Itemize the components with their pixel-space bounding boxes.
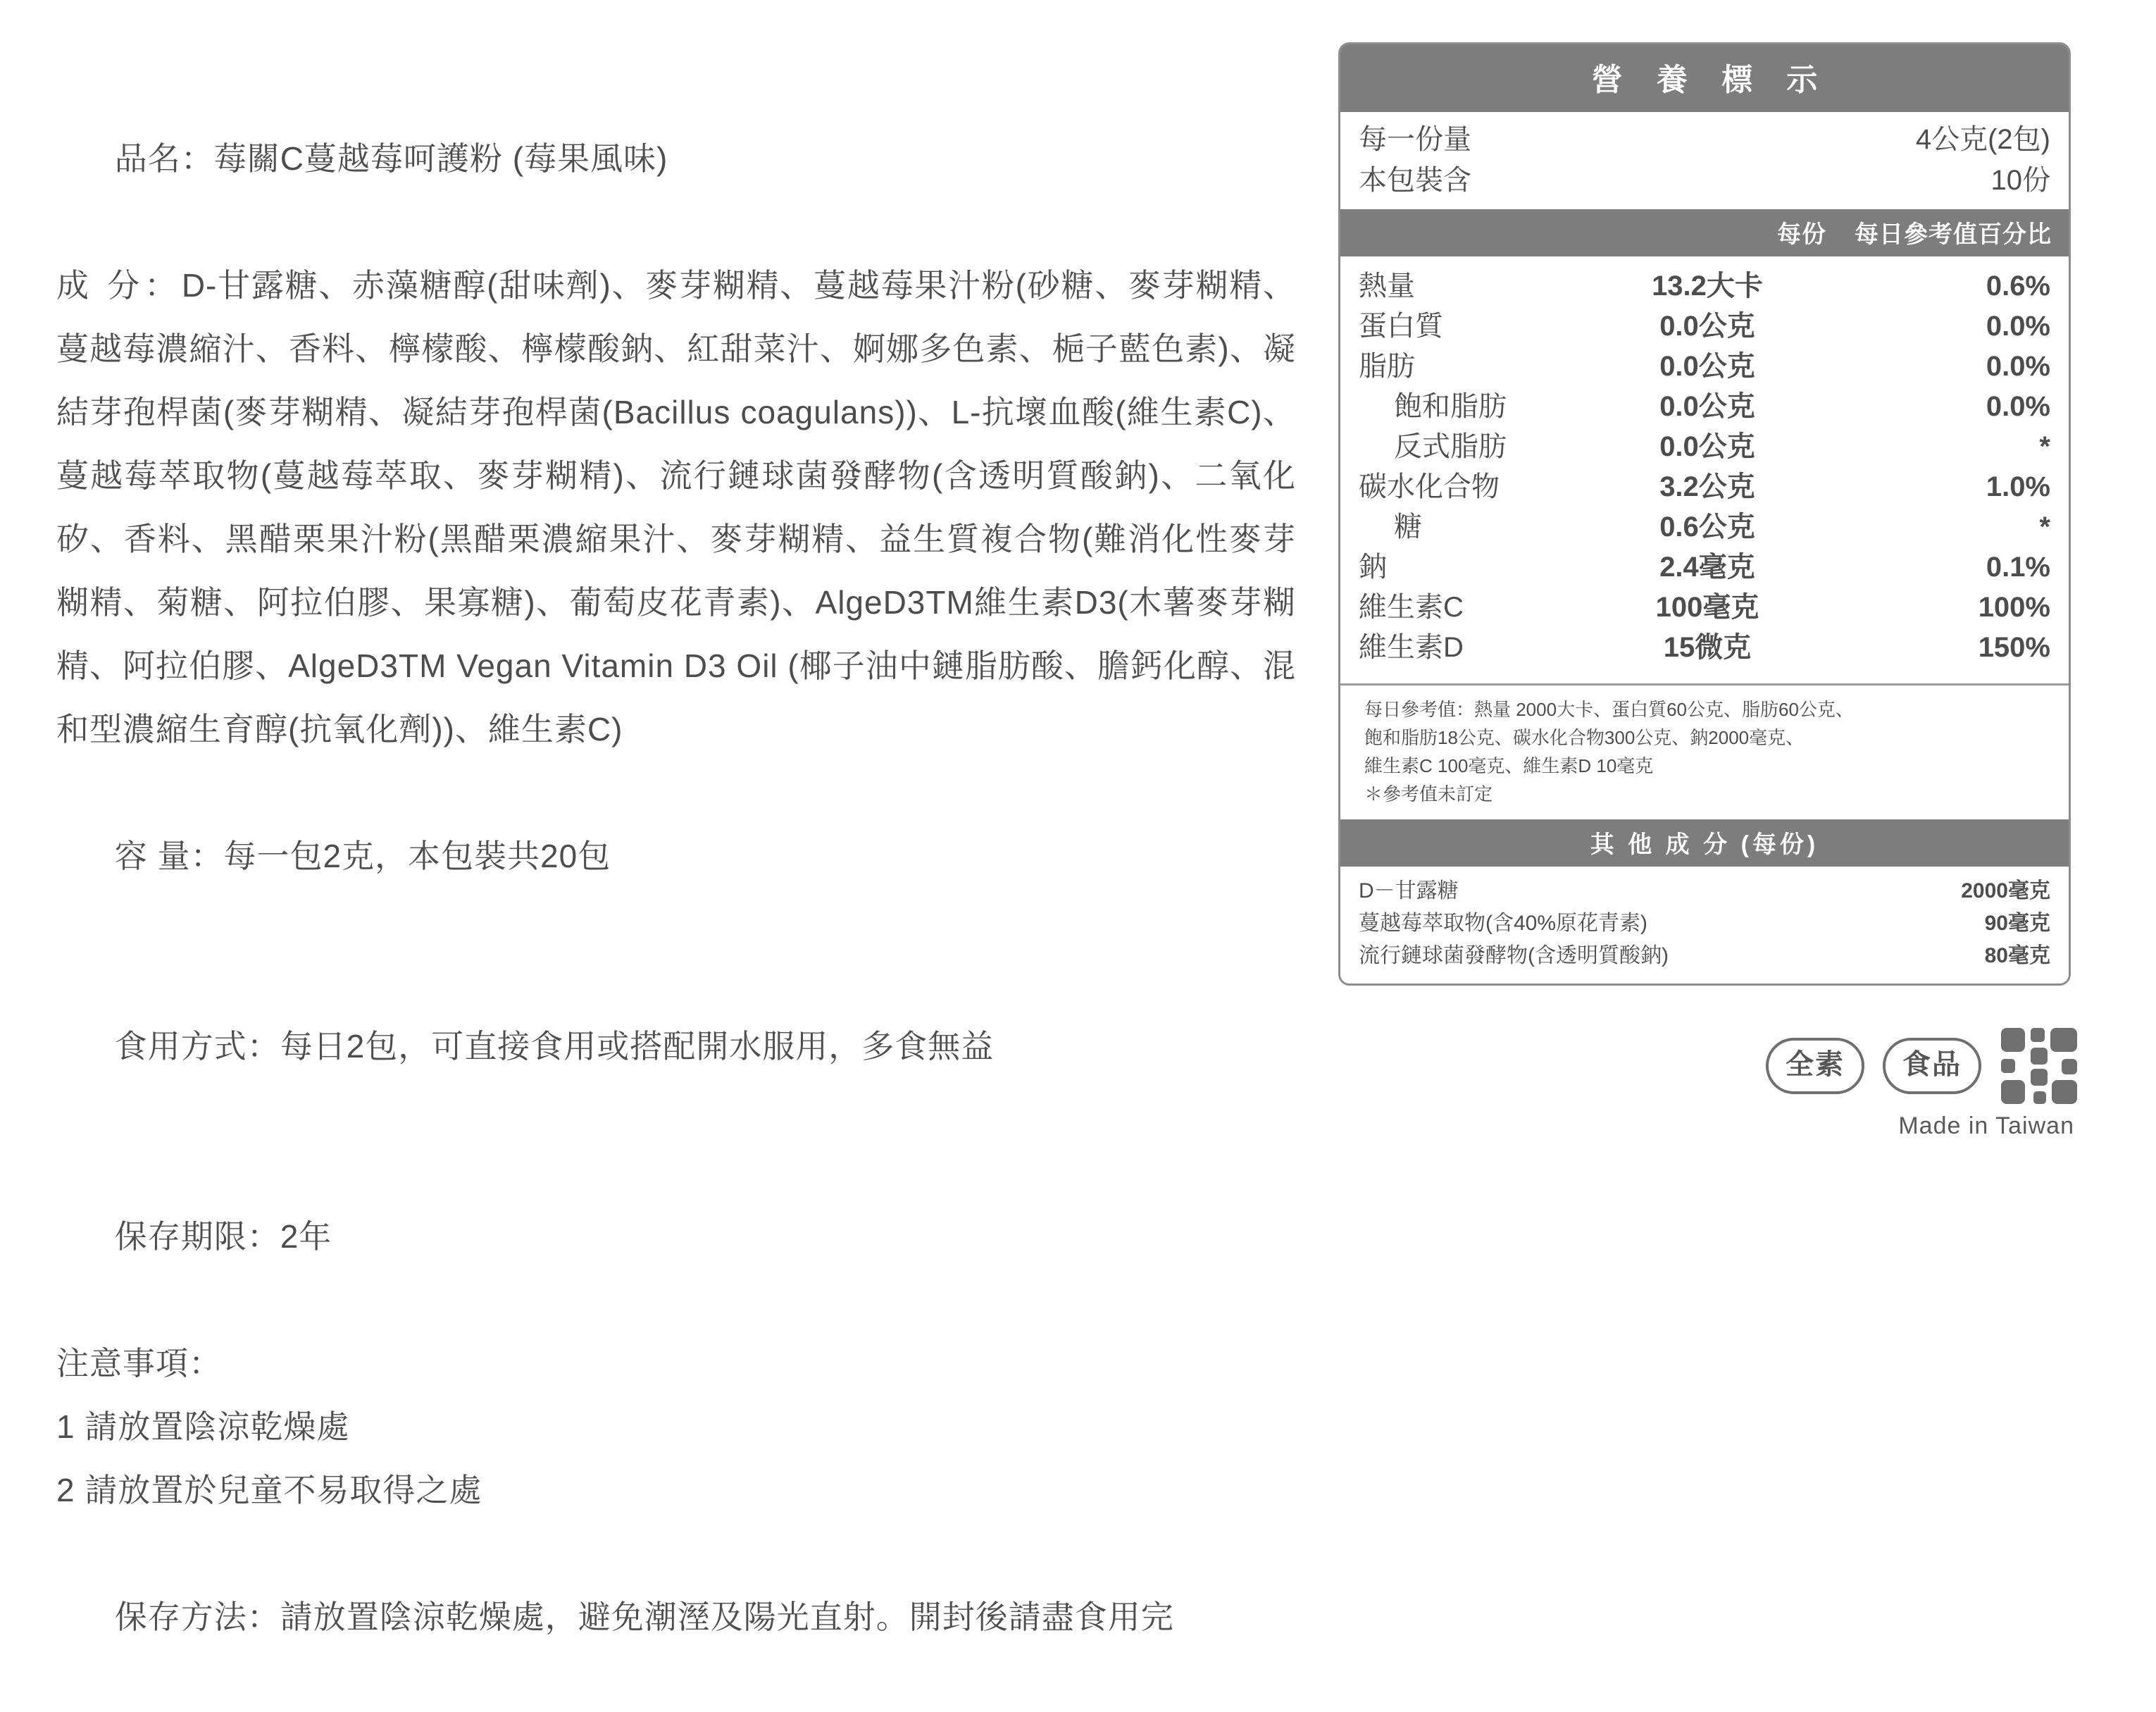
table-row (1359, 547, 2050, 588)
nutrient-name: 維生素C (1359, 592, 1464, 623)
nutrient-name: 鈉 (1359, 552, 1387, 583)
table-row (1359, 940, 2050, 972)
nutrient-percent: 1.0% (1986, 471, 2050, 502)
nutrient-name: 熱量 (1359, 271, 1415, 302)
other-ingredients-title: 其 他 成 分 (每份) (1340, 819, 2069, 867)
other-ingredients-table (1340, 867, 2069, 984)
nutrition-table (1340, 256, 2069, 675)
gs1-barcode-icon (2000, 1026, 2079, 1105)
ingredients-value: D-甘露糖、赤藻糖醇(甜味劑)、麥芽糊精、蔓越莓果汁粉(砂糖、麥芽糊精、蔓越莓濃縮汁、香料、檸檬酸、檸檬酸鈉、紅甜菜汁、婀娜多色素、梔子藍色素)、凝結芽孢桿菌(麥芽糊精、凝結芽孢桿菌(Bacillus coagulans))、L-抗壞血酸(維生素C)、蔓越莓萃取物(蔓越莓萃取、麥芽糊精)、流行鏈球菌發酵物(含透明質酸鈉)、二氧化矽、香料、黑醋栗果汁粉(黑醋栗濃縮果汁、麥芽糊精、益生質複合物(難消化性麥芽糊精、菊糖、阿拉伯膠、果寡糖)、葡萄皮花青素)、AlgeD3TM維生素D3(木薯麥芽糊精、阿拉伯膠、AlgeD3TM Vegan Vitamin D3 Oil (椰子油中鏈脂肪酸、膽鈣化醇、混和型濃縮生育醇(抗氧化劑))、維生素C) (56, 267, 1297, 748)
ingredients-block (56, 254, 1296, 761)
storage-value: 請放置陰涼乾燥處，避免潮溼及陽光直射。開封後請盡食用完 (280, 1599, 1174, 1635)
product-name-line (56, 63, 1338, 254)
nutrition-column (1338, 0, 2156, 1276)
table-row (1359, 266, 2050, 306)
nutrient-percent: * (2039, 431, 2050, 462)
footnote-line: 維生素C 100毫克、維生素D 10毫克 (1364, 755, 1654, 776)
table-row (1359, 387, 2050, 427)
other-name: 流行鏈球菌發酵物(含透明質酸鈉) (1359, 944, 1669, 967)
nutrient-percent: 0.6% (1986, 271, 2050, 302)
storage-line (56, 1522, 1338, 1712)
nutrient-amount: 0.0公克 (1659, 391, 1755, 422)
header-per-serving: 每份 (1777, 221, 1826, 248)
notice-label: 注意事項： (56, 1345, 222, 1382)
food-badge: 食品 (1883, 1038, 1981, 1094)
nutrition-facts-panel (1338, 42, 2071, 986)
nutrient-name: 飽和脂肪 (1394, 391, 1507, 422)
storage-label: 保存方法： (114, 1599, 280, 1635)
nutrition-column-headers (1340, 209, 2069, 256)
volume-line (56, 761, 1338, 951)
table-row (1359, 588, 2050, 628)
table-row (1359, 467, 2050, 507)
notice-item-1: 1 請放置陰涼乾燥處 (56, 1408, 350, 1445)
nutrient-amount: 0.0公克 (1659, 311, 1755, 342)
expiry-line (56, 1141, 1338, 1332)
daily-value-footnote (1340, 686, 2069, 819)
product-name-label: 品名： (114, 140, 214, 177)
ingredients-label: 成 分： (56, 267, 182, 304)
usage-line (56, 951, 1338, 1141)
nutrition-title: 營 養 標 示 (1340, 44, 2069, 112)
nutrient-amount: 15微克 (1663, 632, 1752, 663)
product-name-value: 莓關C蔓越莓呵護粉 (莓果風味) (213, 140, 668, 177)
nutrient-amount: 0.6公克 (1659, 511, 1755, 542)
nutrient-percent: 0.0% (1986, 311, 2050, 342)
footnote-line: ＊參考值未訂定 (1364, 783, 1493, 805)
made-in-text: Made in Taiwan (1898, 1112, 2074, 1139)
nutrient-name: 脂肪 (1359, 351, 1415, 382)
nutrient-name: 糖 (1394, 511, 1422, 542)
other-value: 2000毫克 (1961, 879, 2050, 902)
nutrient-amount: 13.2大卡 (1652, 271, 1763, 302)
notice-item-2: 2 請放置於兒童不易取得之處 (56, 1472, 482, 1508)
usage-label: 食用方式： (114, 1028, 280, 1065)
table-row (1359, 628, 2050, 668)
header-daily-value: 每日參考值百分比 (1855, 221, 2052, 248)
expiry-value: 2年 (280, 1218, 332, 1255)
nutrient-amount: 3.2公克 (1659, 471, 1755, 502)
nutrient-percent: * (2039, 511, 2050, 542)
nutrient-amount: 0.0公克 (1659, 351, 1755, 382)
nutrient-amount: 2.4毫克 (1659, 552, 1755, 583)
nutrient-amount: 100毫克 (1655, 592, 1759, 623)
other-name: 蔓越莓萃取物(含40%原花青素) (1359, 912, 1648, 935)
nutrient-percent: 0.0% (1986, 351, 2050, 382)
nutrient-percent: 100% (1978, 592, 2050, 623)
serving-size-value: 4公克(2包) (1915, 124, 2050, 155)
nutrient-name: 蛋白質 (1359, 311, 1443, 342)
nutrient-name: 碳水化合物 (1359, 471, 1500, 502)
table-row (1359, 507, 2050, 547)
table-row (1359, 907, 2050, 940)
volume-value: 每一包2克，本包裝共20包 (223, 838, 611, 874)
nutrient-percent: 0.0% (1986, 391, 2050, 422)
nutrient-percent: 150% (1978, 632, 2050, 663)
usage-value: 每日2包，可直接食用或搭配開水服用，多食無益 (280, 1028, 995, 1065)
expiry-label: 保存期限： (114, 1218, 280, 1255)
servings-per-pack-label: 本包裝含 (1359, 165, 1471, 196)
table-row (1359, 427, 2050, 467)
table-row (1359, 875, 2050, 907)
nutrient-name: 維生素D (1359, 632, 1464, 663)
other-value: 90毫克 (1984, 912, 2050, 935)
table-row (1359, 306, 2050, 347)
nutrient-name: 反式脂肪 (1394, 431, 1507, 462)
certification-badges (1338, 1026, 2079, 1105)
serving-row (1359, 160, 2050, 201)
other-value: 80毫克 (1984, 944, 2050, 967)
footnote-line: 每日參考值：熱量 2000大卡、蛋白質60公克、脂肪60公克、 (1364, 699, 1854, 720)
nutrient-percent: 0.1% (1986, 552, 2050, 583)
nutrient-amount: 0.0公克 (1659, 431, 1755, 462)
table-row (1359, 347, 2050, 387)
volume-label: 容 量： (114, 838, 224, 874)
vegan-badge: 全素 (1766, 1038, 1864, 1094)
servings-per-pack-value: 10份 (1990, 165, 2050, 196)
serving-row (1359, 119, 2050, 160)
serving-size-label: 每一份量 (1359, 124, 1471, 155)
other-name: D－甘露糖 (1359, 879, 1459, 902)
serving-info (1340, 112, 2069, 209)
footnote-line: 飽和脂肪18公克、碳水化合物300公克、鈉2000毫克、 (1364, 727, 1805, 748)
